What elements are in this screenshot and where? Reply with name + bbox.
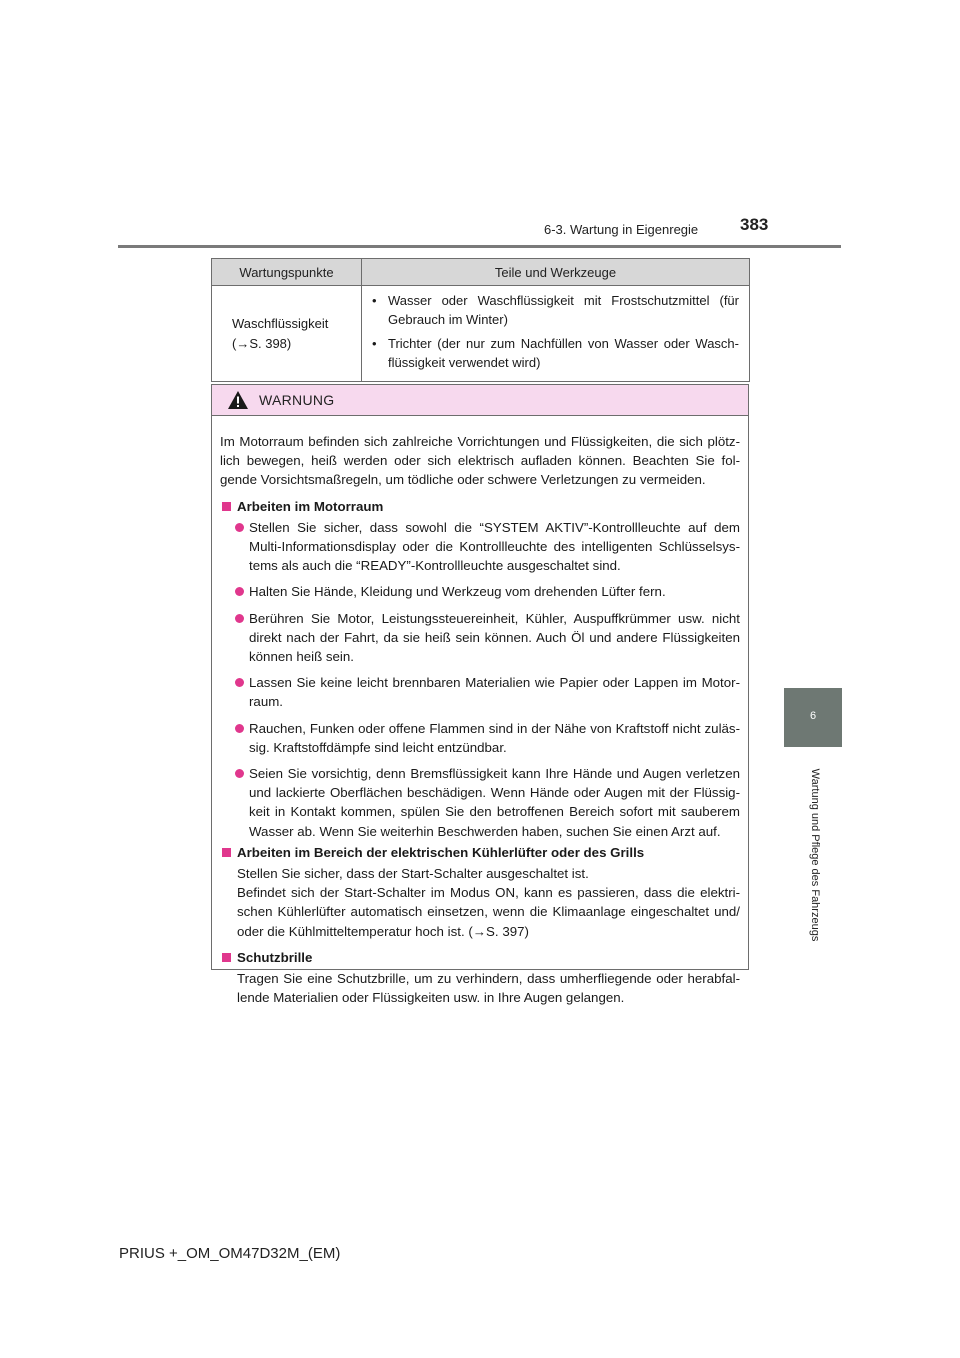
header-divider: [118, 245, 841, 248]
table-header-row: [212, 259, 750, 286]
warning-intro: Im Motorraum befinden sich zahlreiche Vorrichtungen und Flüssigkeiten, die sich plötz-lich bewegen, heiß werden oder sich elektrisch aufladen können. Beachten Sie fol-gende Vorsichtsmaßregeln, um tödliche oder schwere Verletzungen zu vermeiden.: [220, 434, 740, 488]
table-header-parts: Teile und Werkzeuge: [362, 259, 750, 286]
warning-header: [212, 385, 748, 416]
table-header-item: Wartungspunkte: [212, 259, 362, 286]
square-bullet-icon: [222, 502, 231, 511]
document-code: PRIUS +_OM_OM47D32M_(EM): [119, 1245, 341, 1262]
square-bullet-icon: [222, 848, 231, 857]
circle-bullet-icon: [235, 523, 244, 532]
list-item: Berühren Sie Motor, Leistungssteuereinheit, Kühler, Auspuffkrümmer usw. nicht direkt nach der Fahrt, da sie heiß sein können. Auch Öl und andere Flüssigkeiten können heiß sein.: [220, 609, 740, 667]
warning-box: [211, 384, 749, 1006]
warning-triangle-icon: [227, 390, 249, 410]
circle-bullet-icon: [235, 678, 244, 687]
table-cell-parts: [362, 286, 750, 382]
warning-title: WARNUNG: [259, 392, 335, 408]
item-name: Waschflüssigkeit: [232, 315, 329, 331]
chapter-side-label-container: [808, 750, 822, 960]
list-item: Rauchen, Funken oder offene Flammen sind in der Nähe von Kraftstoff nicht zuläs-sig. Kraftstoffdämpfe sind leicht entzündbar.: [220, 719, 740, 757]
section-title: 6-3. Wartung in Eigenregie: [544, 222, 699, 237]
table-cell-item: [212, 286, 362, 382]
bullet-icon: •: [372, 293, 377, 308]
list-item: Stellen Sie sicher, dass sowohl die “SYSTEM AKTIV”-Kontrollleuchte auf dem Multi-Informationsdisplay oder die Kontrollleuchte des intelligenten Schlüsselsys-tems als auch die “READY”-Kontrollleuchte ausgeschaltet sind.: [220, 518, 740, 576]
chapter-side-label: Wartung und Pflege des Fahrzeugs: [809, 768, 821, 942]
maintenance-table: [211, 258, 750, 382]
circle-bullet-icon: [235, 614, 244, 623]
item-page-ref: (→S. 398): [232, 335, 292, 351]
list-item: Halten Sie Hände, Kleidung und Werkzeug vom drehenden Lüfter fern.: [220, 582, 740, 601]
list-item: • Wasser oder Waschflüssigkeit mit Frostschutzmittel (für Gebrauch im Winter): [372, 293, 739, 327]
section-heading: Arbeiten im Bereich der elektrischen Kühlerlüfter oder des Grills: [220, 843, 740, 862]
bullet-icon: •: [372, 336, 377, 351]
section-heading: Arbeiten im Motorraum: [220, 497, 740, 516]
table-row: [212, 286, 750, 382]
circle-bullet-icon: [235, 769, 244, 778]
section-paragraph: Stellen Sie sicher, dass der Start-Schalter ausgeschaltet ist. Befindet sich der Start-Schalter im Modus ON, kann es passieren, dass die elektri-schen Kühlerlüfter automatisch einsetzen, wenn die Klimaanlage eingeschaltet und/ oder die Kühlmitteltemperatur hoch ist. (→S. 397): [237, 866, 740, 939]
list-item: Lassen Sie keine leicht brennbaren Materialien wie Papier oder Lappen im Motor-raum.: [220, 673, 740, 711]
list-item: Seien Sie vorsichtig, denn Bremsflüssigkeit kann Ihre Hände und Augen verletzen und lackierte Oberflächen beschädigen. Wenn Hände oder Augen mit der Flüssig-keit in Kontakt kommen, spülen Sie den betroffenen Bereich sofort mit sauberem Wasser ab. Wenn Sie weiterhin Beschwerden haben, suchen Sie einen Arzt auf.: [220, 764, 740, 841]
section-heading: Schutzbrille: [220, 948, 740, 967]
chapter-tab: [784, 688, 842, 747]
section-paragraph: Tragen Sie eine Schutzbrille, um zu verhindern, dass umherfliegende oder herabfal-lende Materialien oder Flüssigkeiten usw. in Ihre Augen gelangen.: [237, 971, 740, 1006]
circle-bullet-icon: [235, 587, 244, 596]
circle-bullet-icon: [235, 724, 244, 733]
warning-body: [212, 416, 748, 1007]
page-number: 383: [740, 215, 769, 234]
chapter-number: 6: [809, 710, 817, 722]
list-item: • Trichter (der nur zum Nachfüllen von Wasser oder Wasch-flüssigkeit verwendet wird): [372, 336, 739, 370]
square-bullet-icon: [222, 953, 231, 962]
